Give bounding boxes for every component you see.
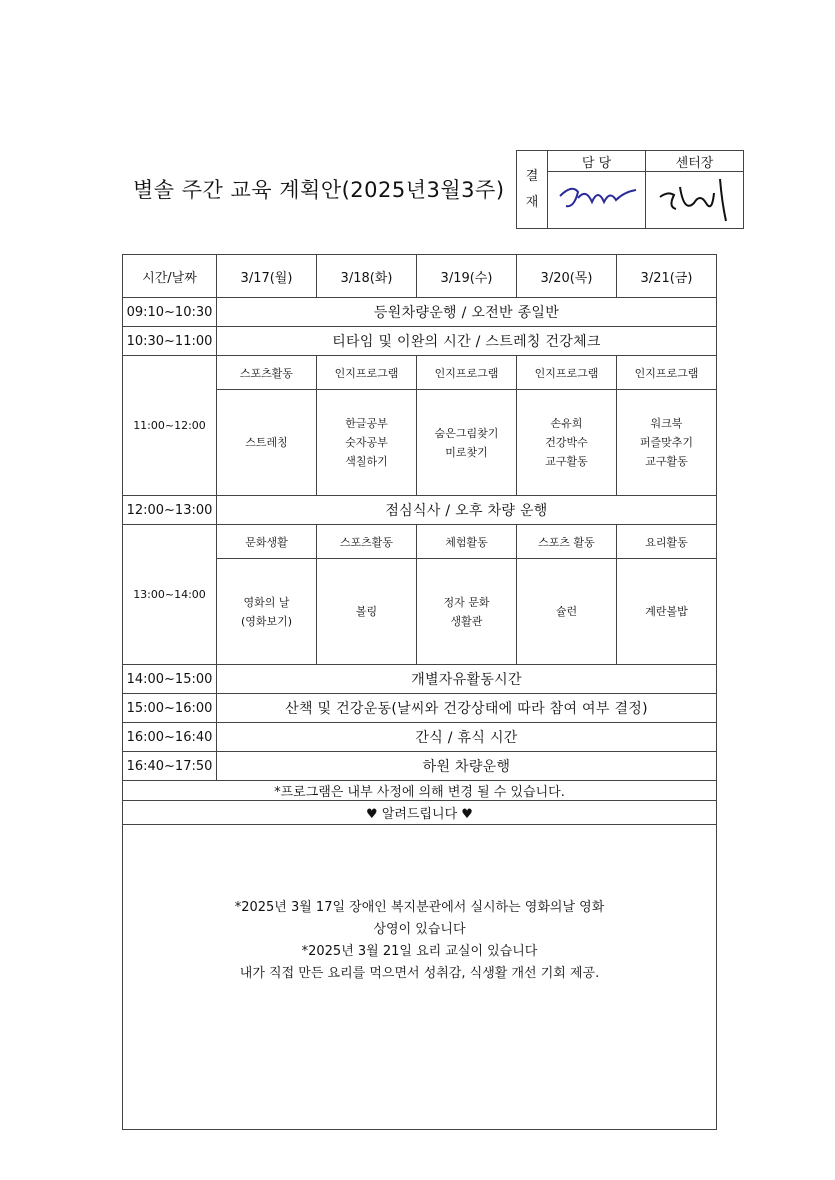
category-cell: 인지프로그램 [517,356,617,390]
schedule-text: 점심식사 / 오후 차량 운행 [217,496,717,525]
time-cell: 15:00~16:00 [123,694,217,723]
activity-cell: 워크북 퍼즐맞추기 교구활동 [617,390,717,496]
category-cell: 요리활동 [617,525,717,559]
activity-cell: 숨은그림찾기 미로찾기 [417,390,517,496]
activity-cell: 정자 문화 생활관 [417,559,517,665]
notice-line: *2025년 3월 21일 요리 교실이 있습니다 [301,944,538,959]
note-row [123,781,717,801]
table-row [123,298,717,327]
category-cell: 인지프로그램 [617,356,717,390]
role-manager: 담 당 [548,151,646,172]
time-cell: 16:00~16:40 [123,723,217,752]
notice-line: 내가 직접 만든 요리를 먹으면서 성취감, 식생활 개선 기회 제공. [239,966,600,981]
header-day: 3/19(수) [417,255,517,298]
category-row [123,525,717,559]
activity-cell: 슐런 [517,559,617,665]
signature-director [646,172,744,229]
table-row [123,694,717,723]
approval-box [516,150,744,229]
time-cell: 14:00~15:00 [123,665,217,694]
category-cell: 스포츠활동 [317,525,417,559]
schedule-text: 개별자유활동시간 [217,665,717,694]
category-cell: 인지프로그램 [417,356,517,390]
time-cell: 09:10~10:30 [123,298,217,327]
table-row [123,723,717,752]
activity-cell: 계란볼밥 [617,559,717,665]
program-change-note: *프로그램은 내부 사정에 의해 변경 될 수 있습니다. [123,781,717,801]
header-row [123,255,717,298]
category-cell: 스포츠 활동 [517,525,617,559]
notice-body [123,825,717,1130]
schedule-table [122,254,717,1130]
activity-cell: 한글공부 숫자공부 색칠하기 [317,390,417,496]
notice-title-row [123,801,717,825]
header-day: 3/18(화) [317,255,417,298]
time-cell: 11:00~12:00 [123,356,217,496]
approval-label: 결 재 [517,151,548,229]
category-cell: 문화생활 [217,525,317,559]
notice-title: ♥ 알려드립니다 ♥ [123,801,717,825]
notice-line: *2025년 3월 17일 장애인 복지분관에서 실시하는 영화의날 영화 [234,900,605,915]
signature-manager-mark [552,178,642,218]
header-day: 3/21(금) [617,255,717,298]
time-cell: 10:30~11:00 [123,327,217,356]
category-cell: 스포츠활동 [217,356,317,390]
role-director: 센터장 [646,151,744,172]
schedule-text: 간식 / 휴식 시간 [217,723,717,752]
schedule-text: 등원차량운행 / 오전반 종일반 [217,298,717,327]
time-cell: 16:40~17:50 [123,752,217,781]
notice-line: 상영이 있습니다 [373,922,466,937]
header-day: 3/20(목) [517,255,617,298]
category-cell: 인지프로그램 [317,356,417,390]
category-row [123,356,717,390]
table-row [123,496,717,525]
schedule-text: 하원 차량운행 [217,752,717,781]
activity-cell: 손유희 건강박수 교구활동 [517,390,617,496]
table-row [123,665,717,694]
signature-director-mark [650,173,740,223]
activity-cell: 영화의 날 (영화보기) [217,559,317,665]
time-cell: 12:00~13:00 [123,496,217,525]
time-cell: 13:00~14:00 [123,525,217,665]
schedule-text: 티타임 및 이완의 시간 / 스트레칭 건강체크 [217,327,717,356]
header-day: 3/17(월) [217,255,317,298]
header-time-label: 시간/날짜 [123,255,217,298]
schedule-text: 산책 및 건강운동(날씨와 건강상태에 따라 참여 여부 결정) [217,694,717,723]
notice-body-row [123,825,717,1130]
activity-cell: 볼링 [317,559,417,665]
category-cell: 체험활동 [417,525,517,559]
activity-cell: 스트레칭 [217,390,317,496]
page-title: 별솔 주간 교육 계획안(2025년3월3주) [133,178,505,202]
signature-manager [548,172,646,229]
table-row [123,752,717,781]
table-row [123,327,717,356]
